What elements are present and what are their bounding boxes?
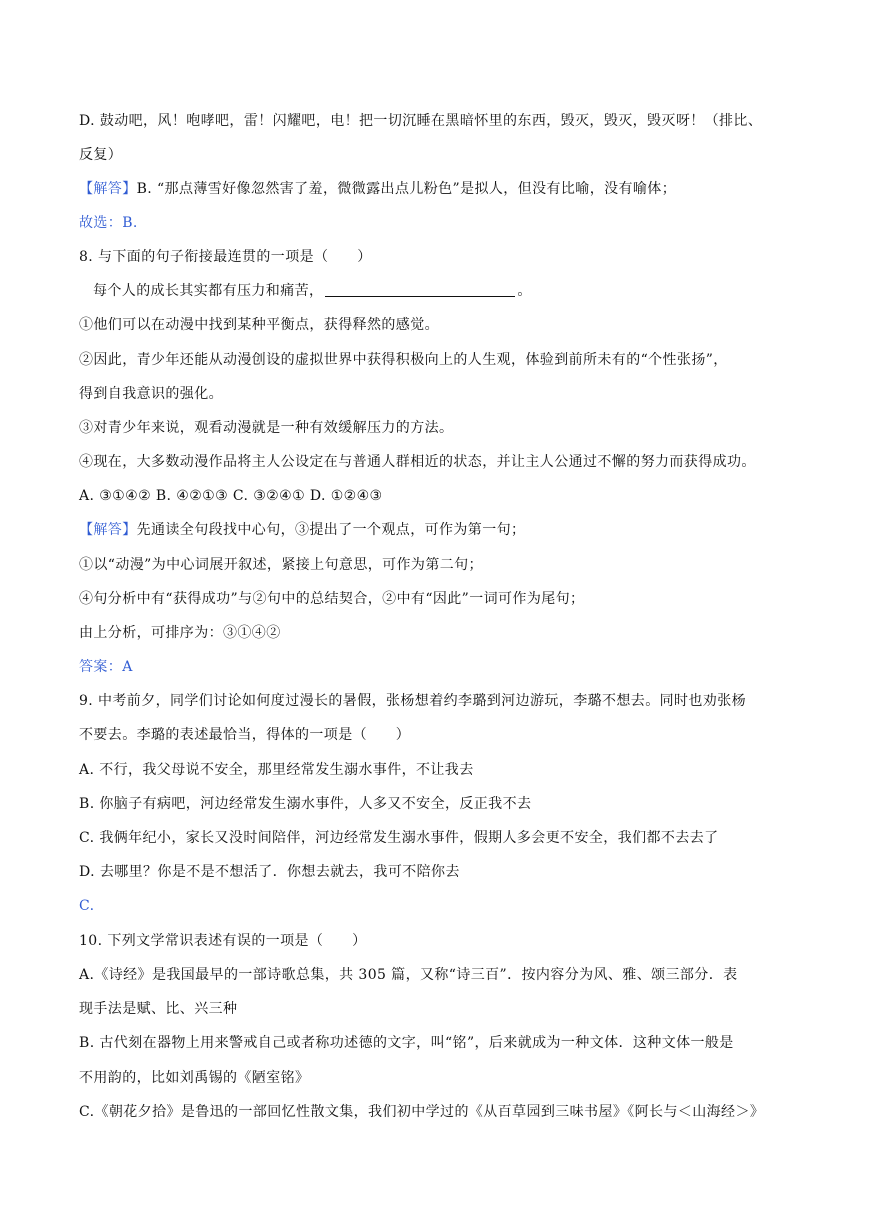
- q7-option-d-line1: D. 鼓动吧，风！咆哮吧，雷！闪耀吧，电！把一切沉睡在黑暗怀里的东西，毁灭，毁灭，毁灭呀！（排比、: [79, 113, 763, 129]
- q9-question-line1: 9. 中考前夕，同学们讨论如何度过漫长的暑假，张杨想着约李璐到河边游玩，李璐不想去。同时也劝张杨: [79, 693, 747, 709]
- q8-sentence-2-line1: ②因此，青少年还能从动漫创设的虚拟世界中获得积极向上的人生观，体验到前所未有的“个性张扬”，: [79, 352, 728, 368]
- q10-option-b-line2: 不用韵的，比如刘禹锡的《陋室铭》: [79, 1070, 310, 1086]
- fill-in-blank: [325, 282, 515, 297]
- q10-option-a-line1: A.《诗经》是我国最早的一部诗歌总集，共 305 篇，又称“诗三百”．按内容分为风、雅、颂三部分．表: [79, 967, 738, 983]
- q10-question: 10. 下列文学常识表述有误的一项是（ ）: [79, 933, 367, 949]
- q9-option-b: B. 你脑子有病吧，河边经常发生溺水事件，人多又不安全，反正我不去: [79, 796, 532, 812]
- q8-choice: 答案：A: [79, 659, 133, 675]
- q8-answer: [79, 520, 795, 540]
- q8-analysis-2: ④句分析中有“获得成功”与②句中的总结契合，②中有“因此”一词可作为尾句；: [79, 591, 585, 607]
- q9-choice: C.: [79, 898, 95, 914]
- q7-option-d-line2: 反复）: [79, 147, 123, 163]
- q8-options: A. ③①④② B. ④②①③ C. ③②④① D. ①②④③: [79, 488, 383, 504]
- answer-text: 先通读全句段找中心句，③提出了一个观点，可作为第一句；: [136, 522, 526, 538]
- answer-tag: 【解答】: [79, 181, 137, 197]
- q8-analysis-1: ①以“动漫”为中心词展开叙述，紧接上句意思，可作为第二句；: [79, 557, 483, 573]
- q7-choice: 故选：B.: [79, 215, 138, 231]
- q8-stem: [93, 281, 809, 301]
- q8-sentence-1: ①他们可以在动漫中找到某种平衡点，获得释然的感觉。: [79, 317, 439, 333]
- q10-option-c-line1: C.《朝花夕拾》是鲁迅的一部回忆性散文集，我们初中学过的《从百草园到三味书屋》《阿长与＜山海经＞》: [79, 1104, 765, 1120]
- q8-stem-after: 。: [517, 283, 532, 299]
- q7-answer: [79, 179, 795, 199]
- q8-question: 8. 与下面的句子衔接最连贯的一项是（ ）: [79, 249, 372, 265]
- q10-option-b-line1: B. 古代刻在器物上用来警戒自己或者称功述德的文字，叫“铭”，后来就成为一种文体．这种文体一般是: [79, 1035, 734, 1051]
- q9-option-d: D. 去哪里？你是不是不想活了．你想去就去，我可不陪你去: [79, 864, 460, 880]
- answer-text: B. “那点薄雪好像忽然害了羞，微微露出点儿粉色”是拟人，但没有比喻，没有喻体；: [136, 181, 677, 197]
- q8-sentence-4: ④现在，大多数动漫作品将主人公设定在与普通人群相近的状态，并让主人公通过不懈的努力而获得成功。: [79, 454, 756, 470]
- q9-option-c: C. 我俩年纪小，家长又没时间陪伴，河边经常发生溺水事件，假期人多会更不安全，我们都不去去了: [79, 830, 719, 846]
- q9-question-line2: 不要去。李璐的表述最恰当，得体的一项是（ ）: [79, 727, 411, 743]
- q10-option-a-line2: 现手法是赋、比、兴三种: [79, 1001, 238, 1017]
- q9-option-a: A. 不行，我父母说不安全，那里经常发生溺水事件，不让我去: [79, 762, 474, 778]
- q8-sentence-2-line2: 得到自我意识的强化。: [79, 386, 223, 402]
- answer-tag: 【解答】: [79, 522, 137, 538]
- q8-analysis-3: 由上分析，可排序为：③①④②: [79, 625, 281, 641]
- q8-stem-before: 每个人的成长其实都有压力和痛苦，: [93, 283, 324, 299]
- q8-sentence-3: ③对青少年来说，观看动漫就是一种有效缓解压力的方法。: [79, 420, 454, 436]
